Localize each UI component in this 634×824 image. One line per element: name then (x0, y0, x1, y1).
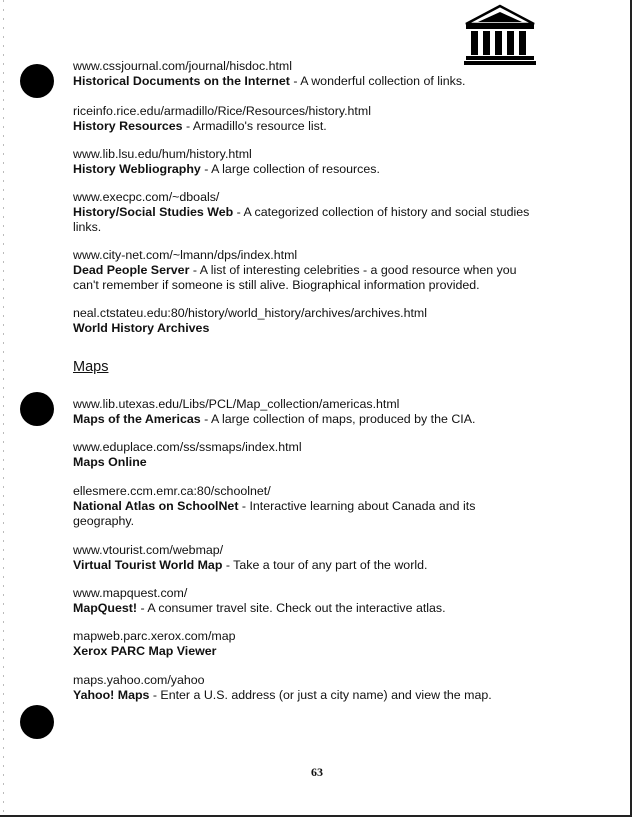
entry-description: - A large collection of maps, produced by the CIA. (200, 412, 476, 426)
link-entry (73, 248, 593, 293)
entry-title: Yahoo! Maps (73, 688, 150, 702)
entry-description-continued: can't remember if someone is still alive. Biographical information provided. (73, 278, 480, 292)
entry-url[interactable]: www.vtourist.com/webmap/ (73, 543, 224, 557)
entry-description: - Enter a U.S. address (or just a city name) and view the map. (149, 688, 492, 702)
entry-title: History Webliography (73, 162, 201, 176)
entry-title: MapQuest! (73, 601, 138, 615)
entry-description-continued: links. (73, 220, 102, 234)
entry-description-continued: geography. (73, 514, 135, 528)
link-entry (73, 629, 593, 659)
link-entry (73, 440, 593, 470)
punch-hole-icon (20, 392, 54, 426)
entry-title: Virtual Tourist World Map (73, 558, 223, 572)
link-entry (73, 306, 593, 336)
entry-url[interactable]: www.lib.utexas.edu/Libs/PCL/Map_collection/americas.html (73, 397, 400, 411)
link-entry (73, 147, 593, 177)
link-entry (73, 190, 593, 235)
entry-url[interactable]: www.lib.lsu.edu/hum/history.html (73, 147, 252, 161)
entry-description: - A wonderful collection of links. (289, 74, 466, 88)
entry-title: History Resources (73, 119, 183, 133)
entry-description: - Interactive learning about Canada and its (238, 499, 476, 513)
link-entry (73, 104, 593, 134)
page-number: 63 (311, 765, 323, 779)
entry-description: - A categorized collection of history and social studies (233, 205, 530, 219)
link-entry (73, 397, 593, 427)
section-heading-maps: Maps (73, 359, 109, 375)
entry-title: Maps of the Americas (73, 412, 201, 426)
entry-description: - Take a tour of any part of the world. (222, 558, 428, 572)
classical-building-icon (462, 4, 538, 66)
entry-url[interactable]: www.eduplace.com/ss/ssmaps/index.html (73, 440, 302, 454)
entry-description: - A large collection of resources. (200, 162, 380, 176)
entry-title: Maps Online (73, 455, 147, 469)
entry-title: Dead People Server (73, 263, 190, 277)
entry-title: History/Social Studies Web (73, 205, 234, 219)
page-border-bottom (0, 815, 632, 817)
entry-url[interactable]: www.execpc.com/~dboals/ (73, 190, 220, 204)
entry-description: - A consumer travel site. Check out the interactive atlas. (137, 601, 446, 615)
entry-url[interactable]: riceinfo.rice.edu/armadillo/Rice/Resources/history.html (73, 104, 371, 118)
page-border-right (630, 0, 632, 816)
link-entry (73, 484, 593, 529)
scan-edge (3, 0, 4, 816)
entry-url[interactable]: www.city-net.com/~lmann/dps/index.html (73, 248, 298, 262)
entry-url[interactable]: ellesmere.ccm.emr.ca:80/schoolnet/ (73, 484, 271, 498)
entry-url[interactable]: www.cssjournal.com/journal/hisdoc.html (73, 59, 292, 73)
entry-url[interactable]: maps.yahoo.com/yahoo (73, 673, 205, 687)
punch-hole-icon (20, 64, 54, 98)
link-entry (73, 673, 593, 703)
entry-description: - Armadillo's resource list. (182, 119, 327, 133)
entry-title: Historical Documents on the Internet (73, 74, 290, 88)
entry-title: Xerox PARC Map Viewer (73, 644, 217, 658)
link-entry (73, 543, 593, 573)
entry-title: National Atlas on SchoolNet (73, 499, 239, 513)
link-entry (73, 586, 593, 616)
punch-hole-icon (20, 705, 54, 739)
entry-url[interactable]: neal.ctstateu.edu:80/history/world_history/archives/archives.html (73, 306, 427, 320)
entry-title: World History Archives (73, 321, 210, 335)
link-entry (73, 59, 593, 89)
entry-url[interactable]: www.mapquest.com/ (73, 586, 188, 600)
entry-description: - A list of interesting celebrities - a good resource when you (189, 263, 517, 277)
entry-url[interactable]: mapweb.parc.xerox.com/map (73, 629, 236, 643)
